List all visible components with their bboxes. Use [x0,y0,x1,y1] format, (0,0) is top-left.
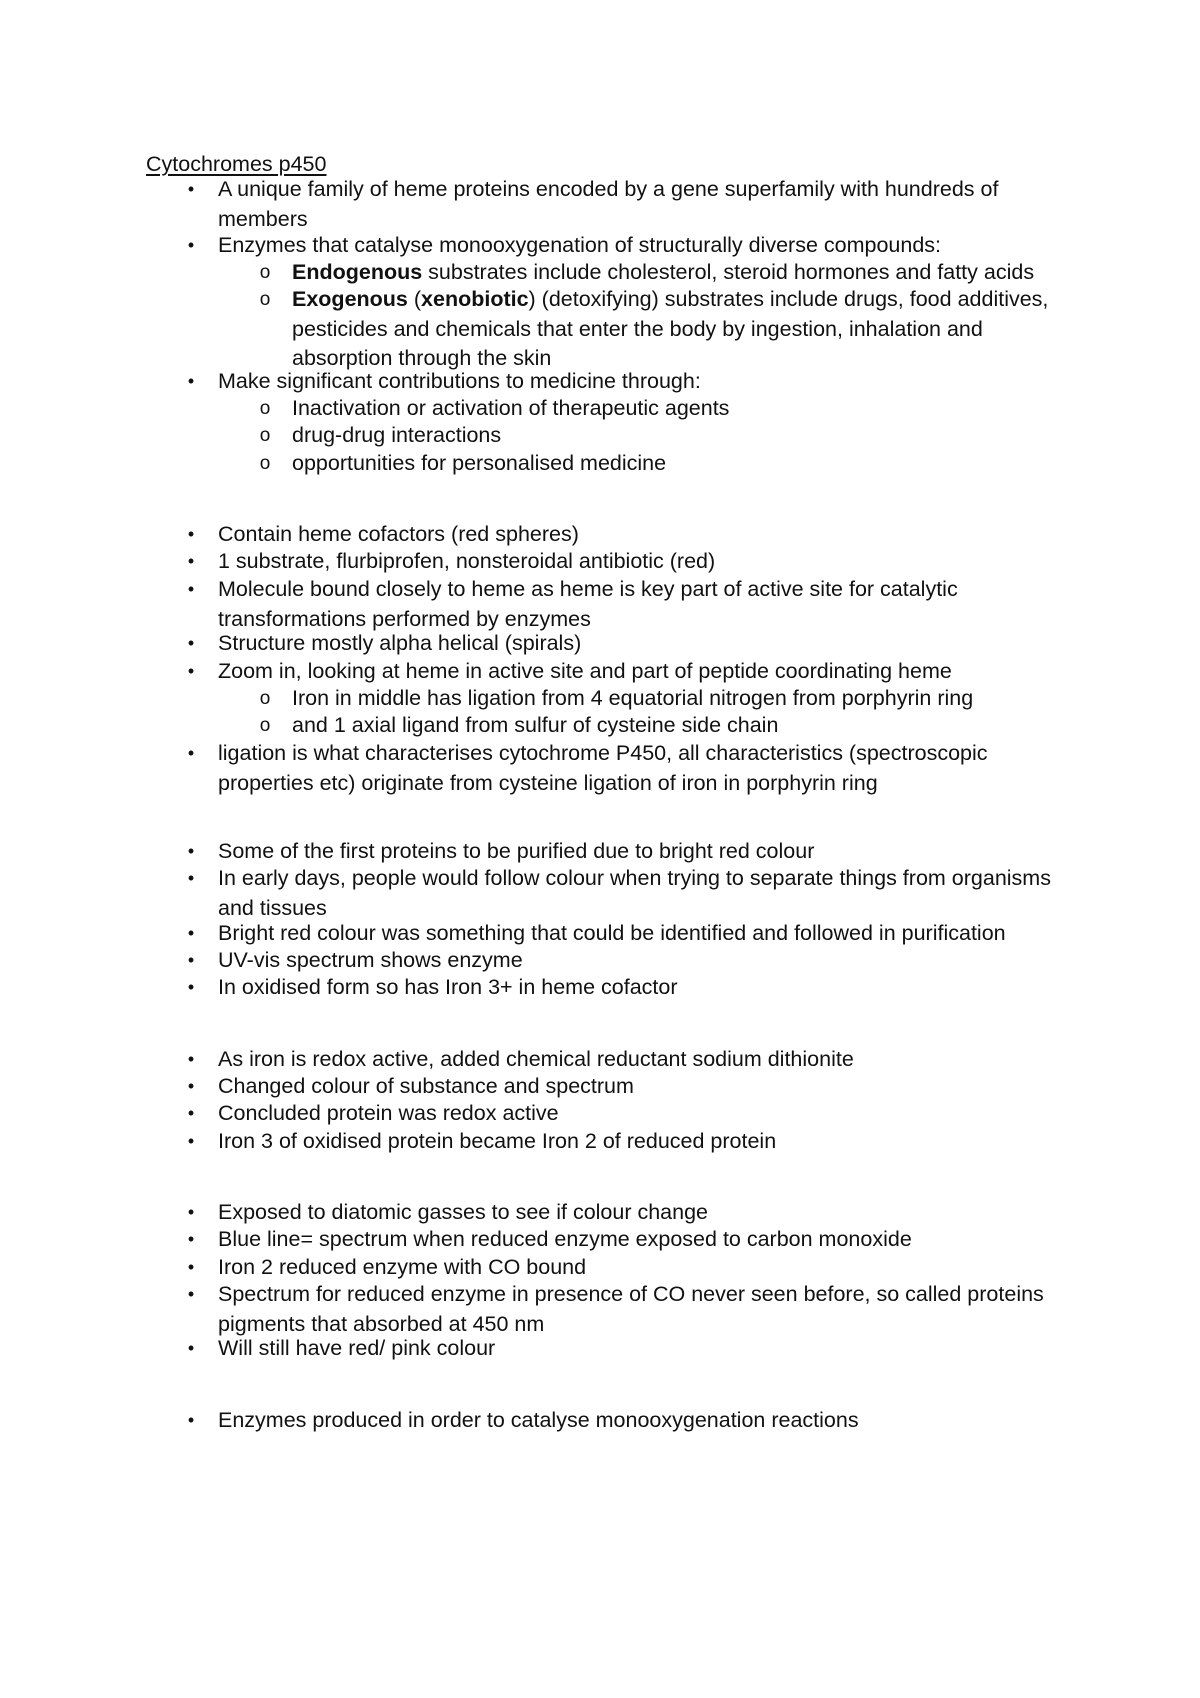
bullet-item [187,1072,1088,1102]
item-text: Contain heme cofactors (red spheres) [218,522,579,546]
bullet-marker: • [187,524,195,544]
bullet-item [187,520,1088,550]
item-text: Structure mostly alpha helical (spirals) [218,631,582,655]
bullet-marker: • [187,1076,195,1096]
bullet-marker: • [187,743,195,763]
item-text: A unique family of heme proteins encoded by a gene superfamily with hundreds of members [218,177,999,231]
bullet-marker: • [187,633,195,653]
item-text: UV-vis spectrum shows enzyme [218,948,523,972]
item-text: Iron in middle has ligation from 4 equatorial nitrogen from porphyrin ring [292,686,974,710]
item-text: Some of the first proteins to be purified due to bright red colour [218,839,815,863]
bullet-item [187,175,1088,234]
bullet-marker: • [187,371,195,391]
item-text: In early days, people would follow colour when trying to separate things from organisms and tissues [218,866,1051,920]
item-text: Inactivation or activation of therapeutic agents [292,396,730,420]
bullet-item [187,739,1088,798]
bullet-item [187,629,1088,659]
sub-item [259,285,1088,374]
item-text: Exposed to diatomic gasses to see if colour change [218,1200,709,1224]
bullet-marker: • [187,179,195,199]
bullet-item [187,946,1088,976]
item-text: substrates include cholesterol, steroid hormones and fatty acids [422,260,1035,284]
bullet-item [187,1198,1088,1228]
item-bold-term: Exogenous [292,287,408,311]
bullet-marker: • [187,1103,195,1123]
bullet-item [187,837,1088,867]
bullet-marker: • [187,1257,195,1277]
sub-item [259,394,1088,424]
sub-item [259,421,1088,451]
bullet-marker: • [187,1229,195,1249]
page-title: Cytochromes p450 [146,152,327,176]
bullet-marker: • [187,1284,195,1304]
bullet-marker: • [187,1410,195,1430]
sub-item [259,258,1088,288]
item-text: drug-drug interactions [292,423,502,447]
bullet-item [187,864,1088,923]
sub-marker: o [259,398,271,419]
item-bold-term: Endogenous [292,260,423,284]
bullet-marker: • [187,841,195,861]
item-text: Iron 2 reduced enzyme with CO bound [218,1255,587,1279]
sub-marker: o [259,715,271,736]
item-text: In oxidised form so has Iron 3+ in heme cofactor [218,975,678,999]
bullet-item [187,657,1088,687]
item-bold-term: xenobiotic [421,287,529,311]
item-text: Bright red colour was something that could be identified and followed in purification [218,921,1006,945]
bullet-item [187,1406,1088,1436]
bullet-marker: • [187,868,195,888]
bullet-item [187,547,1088,577]
sub-marker: o [259,688,271,709]
item-text: opportunities for personalised medicine [292,451,667,475]
bullet-marker: • [187,1131,195,1151]
item-text: Zoom in, looking at heme in active site and part of peptide coordinating heme [218,659,952,683]
item-text: Molecule bound closely to heme as heme is key part of active site for catalytic transformations performed by enzymes [218,577,958,631]
item-text: ) (detoxifying) substrates include drugs, food additives, pesticides and chemicals that enter the body by ingestion, inhalation and absorption through the skin [292,287,1049,370]
bullet-item [187,1334,1088,1364]
bullet-item [187,367,1088,397]
bullet-item [187,973,1088,1003]
sub-item [259,711,1088,741]
item-text: 1 substrate, flurbiprofen, nonsteroidal antibiotic (red) [218,549,716,573]
bullet-marker: • [187,551,195,571]
sub-marker: o [259,453,271,474]
bullet-item [187,1099,1088,1129]
bullet-marker: • [187,1049,195,1069]
bullet-item [187,231,1088,261]
bullet-item [187,1045,1088,1075]
bullet-item [187,1280,1088,1339]
item-text: Enzymes that catalyse monooxygenation of structurally diverse compounds: [218,233,942,257]
bullet-marker: • [187,977,195,997]
item-text-part: ( [407,287,422,311]
item-text: Changed colour of substance and spectrum [218,1074,634,1098]
item-text: ligation is what characterises cytochrome P450, all characteristics (spectroscopic properties etc) originate from cysteine ligation of iron in porphyrin ring [218,741,988,795]
item-text: As iron is redox active, added chemical reductant sodium dithionite [218,1047,854,1071]
sub-item [259,449,1088,479]
item-text: Spectrum for reduced enzyme in presence of CO never seen before, so called proteins pigments that absorbed at 450 nm [218,1282,1044,1336]
bullet-item [187,1225,1088,1255]
sub-marker: o [259,262,271,283]
bullet-marker: • [187,579,195,599]
bullet-item [187,919,1088,949]
item-text: and 1 axial ligand from sulfur of cysteine side chain [292,713,779,737]
item-text: Make significant contributions to medicine through: [218,369,701,393]
bullet-marker: • [187,950,195,970]
sub-item [259,684,1088,714]
sub-marker: o [259,289,271,310]
item-text: Will still have red/ pink colour [218,1336,496,1360]
bullet-marker: • [187,235,195,255]
bullet-item [187,1253,1088,1283]
item-text: Iron 3 of oxidised protein became Iron 2 of reduced protein [218,1129,777,1153]
bullet-marker: • [187,923,195,943]
bullet-item [187,1127,1088,1157]
item-text: Concluded protein was redox active [218,1101,559,1125]
item-text: Blue line= spectrum when reduced enzyme exposed to carbon monoxide [218,1227,912,1251]
sub-marker: o [259,425,271,446]
bullet-marker: • [187,661,195,681]
bullet-marker: • [187,1338,195,1358]
bullet-marker: • [187,1202,195,1222]
item-text: Enzymes produced in order to catalyse monooxygenation reactions [218,1408,859,1432]
bullet-item [187,575,1088,634]
